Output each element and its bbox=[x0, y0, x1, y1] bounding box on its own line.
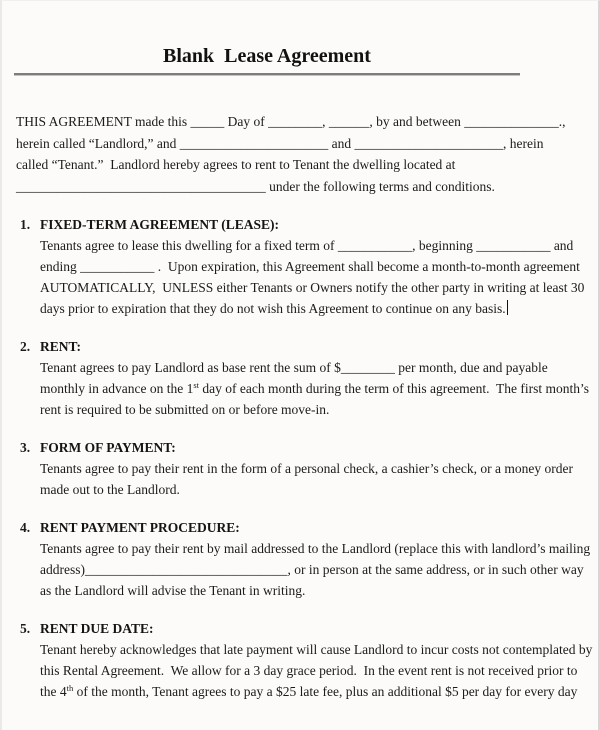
body-line: rent is required to be submitted on or before move-in. bbox=[40, 402, 330, 417]
section-heading: RENT: bbox=[40, 339, 82, 354]
body-line-text: day of each month during the term of this agreement. The first month’s bbox=[199, 381, 590, 396]
intro-line: called “Tenant.” Landlord hereby agrees to rent to Tenant the dwelling located at bbox=[16, 157, 456, 172]
body-line: this Rental Agreement. We allow for a 3 day grace period. In the event rent is not received prior to bbox=[40, 663, 578, 678]
document-title: Blank Lease Agreement bbox=[163, 45, 371, 67]
ordinal-superscript: th bbox=[66, 683, 74, 693]
section-rent-payment-procedure bbox=[2, 517, 598, 601]
body-line-text: the 4 bbox=[40, 684, 67, 699]
section-number: 4. bbox=[20, 520, 31, 535]
intro-line: THIS AGREEMENT made this _____ Day of ________, ______, by and between ______________., bbox=[16, 114, 566, 129]
section-heading: RENT PAYMENT PROCEDURE: bbox=[40, 520, 240, 535]
section-rent bbox=[2, 336, 598, 420]
body-line bbox=[40, 378, 598, 399]
body-line: Tenant agrees to pay Landlord as base rent the sum of $________ per month, due and payable bbox=[40, 360, 548, 375]
body-line bbox=[40, 298, 598, 319]
section-heading: FORM OF PAYMENT: bbox=[40, 440, 176, 455]
body-line: address)______________________________, or in person at the same address, or in such other way bbox=[40, 562, 584, 577]
text-cursor bbox=[507, 300, 509, 315]
body-line-text: days prior to expiration that they do not wish this Agreement to continue on any basis. bbox=[40, 301, 506, 316]
intro-paragraph bbox=[16, 111, 584, 197]
body-line bbox=[40, 681, 598, 702]
title-rule bbox=[14, 73, 520, 76]
body-line-text: of the month, Tenant agrees to pay a $25 late fee, plus an additional $5 per day for every day bbox=[73, 684, 578, 699]
section-number: 2. bbox=[20, 339, 31, 354]
intro-line: herein called “Landlord,” and ______________________ and ______________________, herein bbox=[16, 135, 544, 151]
section-heading: FIXED-TERM AGREEMENT (LEASE): bbox=[40, 217, 280, 232]
section-rent-due-date bbox=[2, 618, 598, 702]
body-line-text: monthly in advance on the 1 bbox=[40, 381, 194, 396]
section-number: 3. bbox=[20, 440, 31, 455]
body-line: Tenants agree to pay their rent in the form of a personal check, a cashier’s check, or a money order bbox=[40, 461, 573, 476]
section-fixed-term-agreement bbox=[2, 214, 598, 319]
section-number: 1. bbox=[20, 217, 31, 232]
body-line: made out to the Landlord. bbox=[40, 482, 180, 497]
section-heading: RENT DUE DATE: bbox=[40, 621, 154, 636]
body-line: as the Landlord will advise the Tenant in writing. bbox=[40, 583, 306, 598]
body-line: Tenants agree to lease this dwelling for a fixed term of ___________, beginning ___________ and bbox=[40, 238, 574, 253]
ordinal-superscript: st bbox=[193, 380, 200, 390]
body-line: Tenant hereby acknowledges that late payment will cause Landlord to incur costs not contemplated by bbox=[40, 642, 593, 657]
section-number: 5. bbox=[20, 621, 31, 636]
intro-line: _____________________________________ under the following terms and conditions. bbox=[16, 178, 495, 194]
section-form-of-payment bbox=[2, 437, 598, 500]
body-line: AUTOMATICALLY, UNLESS either Tenants or Owners notify the other party in writing at least 30 bbox=[40, 280, 585, 295]
body-line: ending ___________ . Upon expiration, this Agreement shall become a month-to-month agreement bbox=[40, 259, 580, 274]
body-line: Tenants agree to pay their rent by mail addressed to the Landlord (replace this with landlord’s mailing bbox=[40, 541, 591, 556]
